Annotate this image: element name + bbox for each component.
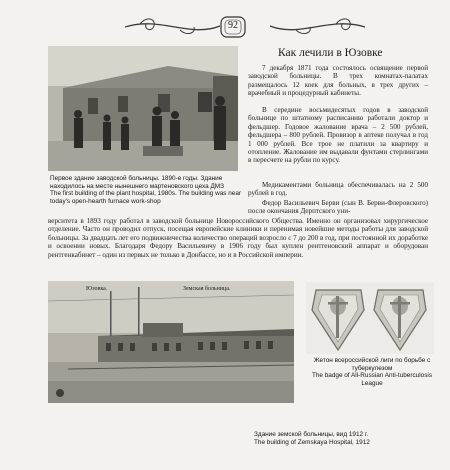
badges-image [306,282,434,354]
photo-first-hospital-caption [50,175,242,205]
photo-zemskaya-hospital [48,281,294,403]
caption-en: The first building of the plant hospital, 1980s. The building was near today's open-hearth furnace work-shop [50,190,242,205]
paragraph-1: 7 декабря 1871 года состоялось освящение первой заводской больницы. В трех комнатах-палатах размещалось 12 коек для больных, в трех других – врачебный и процедурный кабинеты. [248,64,428,98]
caption-ru: Здание земской больницы, вид 1912 г. [254,431,369,438]
caption-en: The badge of All-Russian Anti-tuberculosis League [311,372,433,387]
page-title: Как лечили в Юзовке [278,47,383,59]
caption-en: The building of Zemskaya Hospital, 1912 [254,438,370,446]
badges-caption [310,357,434,387]
badge-icon [306,282,434,354]
photo-zemskaya-caption [254,431,434,446]
paragraph-4: Федор Васильевич Берви (сын В. Берви-Флеровского) после окончания Дерптского уни- [248,199,428,216]
page-number: 92 [228,20,238,31]
paragraph-2: В середине восьмидесятых годов в заводской больнице по штатному расписанию работали доктор и фельдшер. Годовое жалование врача – 2 500 рублей, фельдшера – 800 рублей. Провизор в аптеке получал в год 1 000 рублей. Все трое не платили за квартиру и отопление. Жалование им выдавали фунтами стерлингами в пересчете на рубли по курсу. [248,106,428,165]
paragraph-3: Медикаментами больница обеспечивалась на 2 500 рублей в год. [248,181,428,198]
caption-ru: Первое здание заводской больницы. 1890-е годы. Здание находилось на месте нынешнего мартеновского цеха ДМЗ [50,175,224,190]
caption-ru: Жетон всероссийской лиги по борьбе с туберкулезом [313,357,431,372]
photo-first-hospital [48,46,238,171]
photo-label-left: Юзовка. [86,286,108,292]
photo-label-right: Земская больница. [183,286,231,292]
header-ornament [120,12,370,42]
paragraph-5: верситета в 1893 году работал в заводской больнице Новороссийского Общества. Именно он организовал хирургическое отделение. Часто он проводил отпуск, посещая европейские клиники и перенимая новейшие методы работы для заводской больницы. За двадцать лет его подвижничества количество операций возросло с 7 до 200 в год, при постоянной их доработке и освоении новых. Благодаря Федору Васильевичу в 1906 году был куплен рентгеновский аппарат и оборудован рентгенкабинет – один из первых не только в Донбассе, но и в Российской империи. [48,217,428,259]
